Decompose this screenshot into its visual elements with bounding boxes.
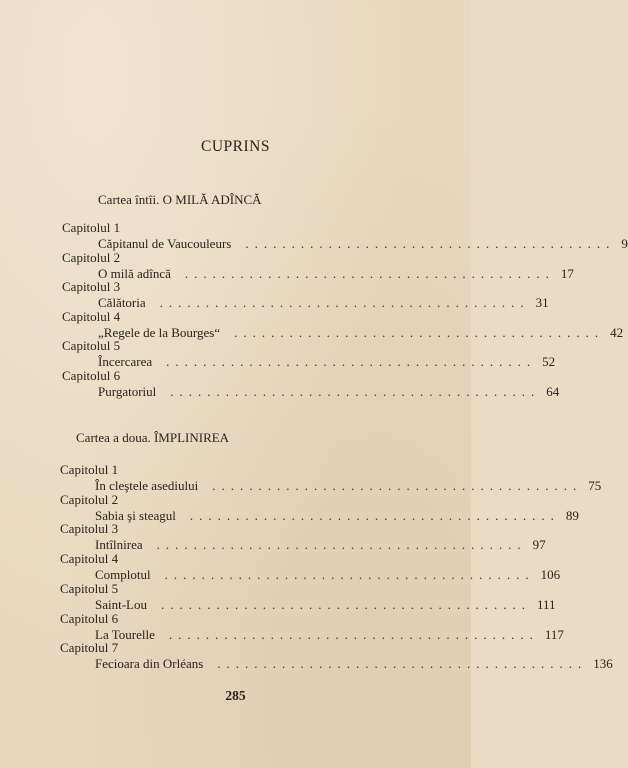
dot-leader: ........................................ <box>159 295 530 310</box>
chapter-title: Saint-Lou <box>95 596 147 612</box>
chapter-label: Capitolul 1 <box>60 462 119 477</box>
toc-entry <box>95 596 556 613</box>
chapter-page-number: 97 <box>532 537 546 553</box>
chapter-title: Intîlnirea <box>95 537 143 553</box>
chapter-page-number: 52 <box>542 354 556 369</box>
dot-leader: ........................................ <box>184 265 555 281</box>
chapter-label: Capitolul 6 <box>60 610 119 626</box>
dot-leader: ........................................ <box>189 507 560 523</box>
chapter-page-number: 117 <box>544 626 564 642</box>
toc-entry <box>98 383 560 400</box>
chapter-label: Capitolul 2 <box>60 491 119 507</box>
toc-entry <box>95 626 564 643</box>
dot-leader: ........................................ <box>156 537 527 553</box>
chapter-page-number: 111 <box>537 596 556 612</box>
chapter-page-number: 106 <box>540 567 561 583</box>
chapter-title: La Tourelle <box>95 626 155 642</box>
chapter-title: Încercarea <box>98 354 153 369</box>
dot-leader: ........................................ <box>164 567 535 583</box>
chapter-title: Complotul <box>95 567 151 583</box>
toc-entry <box>95 537 546 553</box>
toc-entry <box>95 567 561 583</box>
chapter-title: Căpitanul de Vaucouleurs <box>98 236 232 251</box>
chapter-page-number: 136 <box>593 656 613 672</box>
toc-entry <box>95 656 613 672</box>
toc-entry <box>95 507 579 524</box>
dot-leader: ........................................ <box>168 626 539 642</box>
dot-leader: ........................................ <box>212 478 583 493</box>
chapter-page-number: 9 <box>621 236 628 251</box>
chapter-title: Purgatoriul <box>98 383 157 399</box>
chapter-label: Capitolul 7 <box>60 640 119 656</box>
chapter-label: Capitolul 4 <box>60 551 119 567</box>
dot-leader: ........................................ <box>166 354 537 369</box>
chapter-title: Călătoria <box>98 295 146 310</box>
chapter-label: Capitolul 2 <box>62 249 121 265</box>
chapter-title: O milă adîncă <box>98 265 171 281</box>
page-number: 285 <box>225 688 246 703</box>
dot-leader: ........................................ <box>234 324 605 340</box>
toc-entry <box>98 295 549 311</box>
toc-entry <box>98 354 556 370</box>
dot-leader: ........................................ <box>161 596 531 612</box>
chapter-page-number: 42 <box>610 324 624 340</box>
chapter-title: În cleştele asediului <box>95 478 199 493</box>
dot-leader: ........................................ <box>170 383 541 399</box>
page-title: CUPRINS <box>201 138 270 155</box>
chapter-page-number: 64 <box>546 383 560 399</box>
toc-entry <box>98 236 628 252</box>
chapter-label: Capitolul 4 <box>62 308 121 324</box>
chapter-label: Capitolul 3 <box>60 521 119 537</box>
toc-entry <box>98 265 574 282</box>
chapter-page-number: 89 <box>565 507 579 523</box>
chapter-page-number: 75 <box>588 478 602 493</box>
chapter-label: Capitolul 6 <box>62 367 121 383</box>
dot-leader: ........................................ <box>217 656 588 672</box>
chapter-title: Sabia şi steagul <box>95 507 176 523</box>
chapter-label: Capitolul 3 <box>62 279 121 294</box>
chapter-title: „Regele de la Bourges“ <box>98 324 221 340</box>
dot-leader: ........................................ <box>245 236 616 251</box>
chapter-label: Capitolul 1 <box>62 220 121 235</box>
chapter-page-number: 31 <box>535 295 549 310</box>
book-heading: Cartea întîi. O MILĂ ADÎNCĂ <box>98 192 262 207</box>
chapter-label: Capitolul 5 <box>62 338 121 353</box>
chapter-page-number: 17 <box>560 265 574 281</box>
toc-entry <box>95 478 602 494</box>
toc-entry <box>98 324 624 341</box>
book-heading: Cartea a doua. ÎMPLINIREA <box>76 430 230 445</box>
chapter-label: Capitolul 5 <box>60 580 119 596</box>
chapter-title: Fecioara din Orléans <box>95 656 204 672</box>
